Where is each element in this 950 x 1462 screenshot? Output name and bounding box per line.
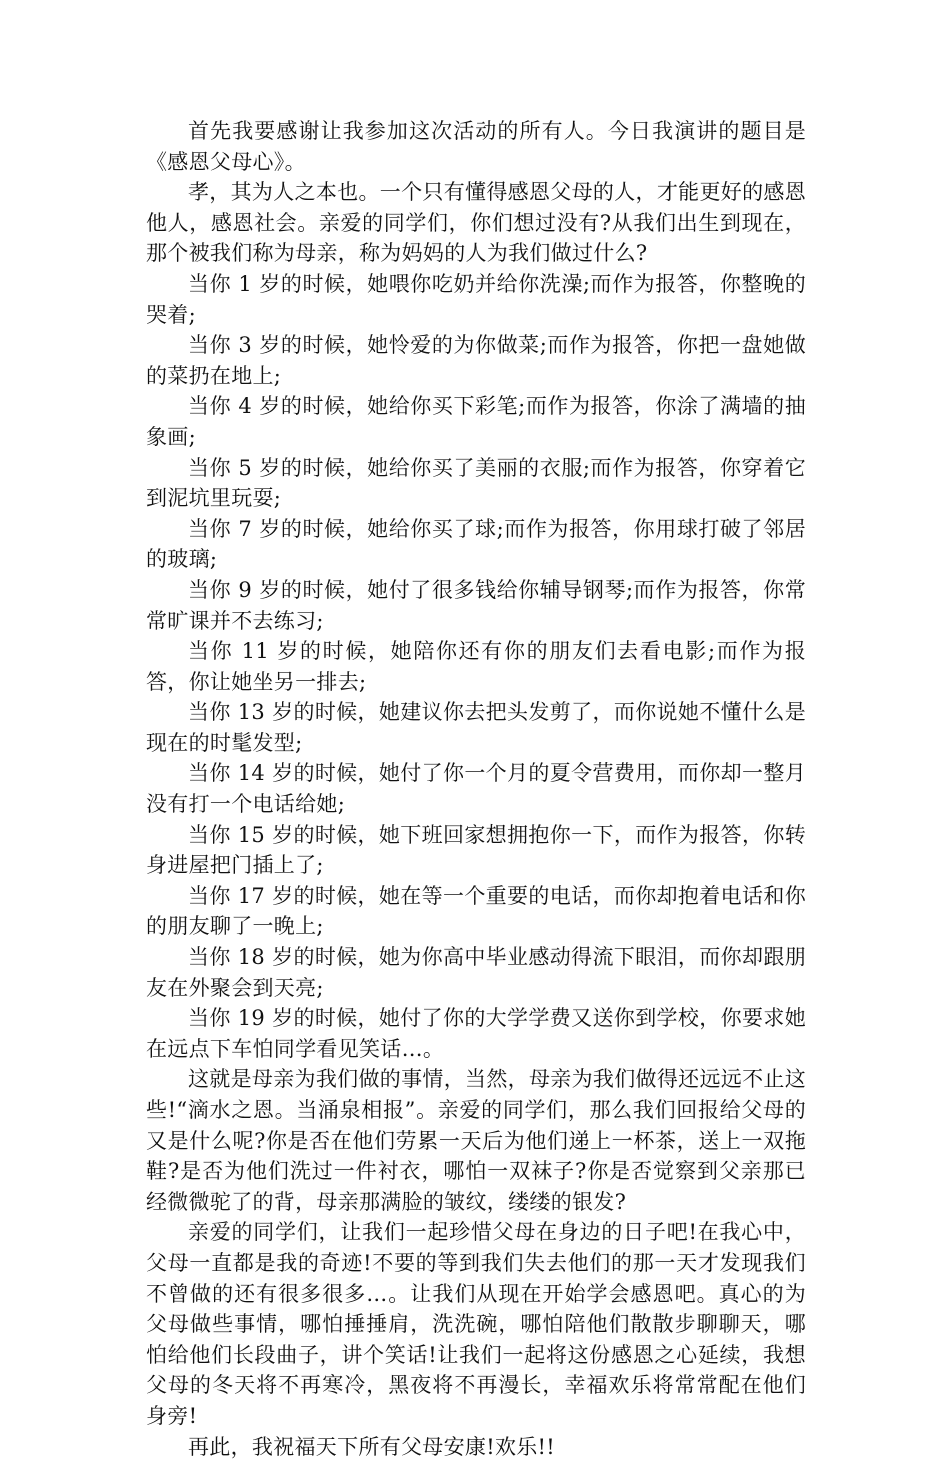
document-page bbox=[146, 116, 806, 1462]
paragraph-age-15: 当你 15 岁的时候，她下班回家想拥抱你一下，而作为报答，你转身进屋把门插上了; bbox=[146, 822, 806, 878]
paragraph-age-3: 当你 3 岁的时候，她怜爱的为你做菜;而作为报答，你把一盘她做的菜扔在地上; bbox=[146, 333, 806, 388]
paragraph-age-17: 当你 17 岁的时候，她在等一个重要的电话，而你却抱着电话和你的朋友聊了一晚上; bbox=[146, 883, 806, 939]
paragraph-age-13: 当你 13 岁的时候，她建议你去把头发剪了，而你说她不懂什么是现在的时髦发型; bbox=[146, 700, 806, 755]
paragraph-age-1: 当你 1 岁的时候，她喂你吃奶并给你洗澡;而作为报答，你整晚的哭着; bbox=[146, 271, 806, 327]
paragraph-age-14: 当你 14 岁的时候，她付了你一个月的夏令营费用，而你却一整月没有打一个电话给她; bbox=[146, 761, 806, 817]
paragraph-reflection: 这就是母亲为我们做的事情，当然，母亲为我们做得还远远不止这些!“滴水之恩。当涌泉相报”。亲爱的同学们，那么我们回报给父母的又是什么呢?你是否在他们劳累一天后为他们递上一杯茶，送上一双拖鞋?是否为他们洗过一件衬衣，哪怕一双袜子?你是否觉察到父亲那已经微微驼了的背，母亲那满脸的皱纹，缕缕的银发? bbox=[146, 1067, 806, 1214]
paragraph-age-5: 当你 5 岁的时候，她给你买了美丽的衣服;而作为报答，你穿着它到泥坑里玩耍; bbox=[146, 455, 806, 511]
paragraph-age-9: 当你 9 岁的时候，她付了很多钱给你辅导钢琴;而作为报答，你常常旷课并不去练习; bbox=[146, 577, 806, 633]
paragraph-closing: 再此，我祝福天下所有父母安康!欢乐!! bbox=[188, 1434, 556, 1459]
paragraph-age-11: 当你 11 岁的时候，她陪你还有你的朋友们去看电影;而作为报答，你让她坐另一排去; bbox=[146, 639, 806, 694]
paragraph-appeal: 亲爱的同学们，让我们一起珍惜父母在身边的日子吧!在我心中，父母一直都是我的奇迹!不要的等到我们失去他们的那一天才发现我们不曾做的还有很多很多…。让我们从现在开始学会感恩吧。真心的为父母做些事情，哪怕捶捶肩，洗洗碗，哪怕陪他们散散步聊聊天，哪怕给他们长段曲子，讲个笑话!让我们一起将这份感恩之心延续，我想父母的冬天将不再寒冷，黑夜将不再漫长，幸福欢乐将常常配在他们身旁! bbox=[146, 1220, 806, 1428]
paragraph-age-4: 当你 4 岁的时候，她给你买下彩笔;而作为报答，你涂了满墙的抽象画; bbox=[146, 394, 806, 449]
paragraph-intro: 首先我要感谢让我参加这次活动的所有人。今日我演讲的题目是《感恩父母心》。 bbox=[146, 119, 806, 174]
paragraph-filial-piety: 孝，其为人之本也。一个只有懂得感恩父母的人，才能更好的感恩他人，感恩社会。亲爱的同学们，你们想过没有?从我们出生到现在，那个被我们称为母亲，称为妈妈的人为我们做过什么? bbox=[146, 180, 806, 266]
paragraph-age-7: 当你 7 岁的时候，她给你买了球;而作为报答，你用球打破了邻居的玻璃; bbox=[146, 516, 806, 572]
paragraph-age-18: 当你 18 岁的时候，她为你高中毕业感动得流下眼泪，而你却跟朋友在外聚会到天亮; bbox=[146, 945, 806, 1000]
paragraph-age-19: 当你 19 岁的时候，她付了你的大学学费又送你到学校，你要求她在远点下车怕同学看见笑话…。 bbox=[146, 1006, 806, 1061]
